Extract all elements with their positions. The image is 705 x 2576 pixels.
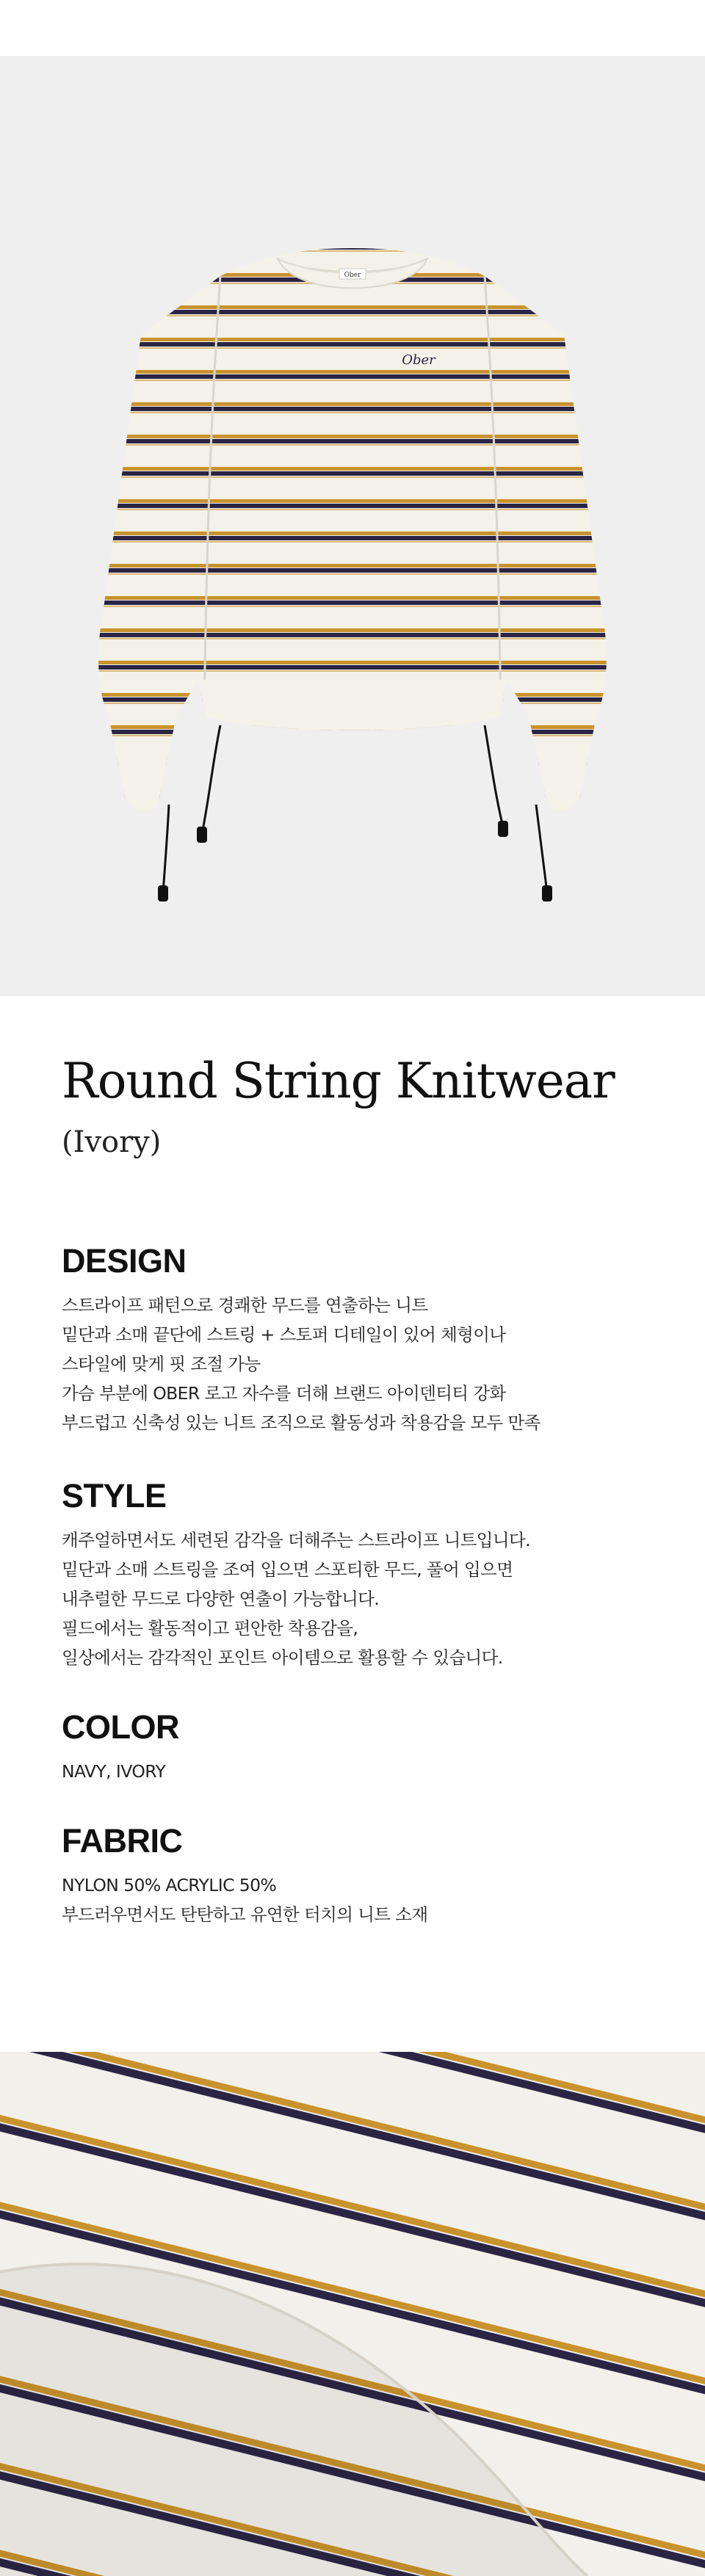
style-line: 캐주얼하면서도 세련된 감각을 더해주는 스트라이프 니트입니다. bbox=[62, 1530, 530, 1550]
neck-label-text: Ober bbox=[344, 272, 361, 279]
style-line: 일상에서는 감각적인 포인트 아이템으로 활용할 수 있습니다. bbox=[62, 1647, 503, 1668]
fabric-heading: FABRIC bbox=[62, 1822, 183, 1860]
product-title-block bbox=[62, 1053, 649, 1159]
style-line: 필드에서는 활동적이고 편안한 착용감을, bbox=[62, 1618, 358, 1639]
fabric-line: 부드러우면서도 탄탄하고 유연한 터치의 니트 소재 bbox=[62, 1904, 428, 1925]
design-line: 밑단과 소매 끝단에 스트링 + 스토퍼 디테일이 있어 체형이나 bbox=[62, 1324, 506, 1345]
design-line: 스타일에 맞게 핏 조절 가능 bbox=[62, 1354, 261, 1374]
sweater-illustration bbox=[0, 56, 705, 996]
product-hero-image bbox=[0, 56, 705, 996]
style-line: 내추럴한 무드로 다양한 연출이 가능합니다. bbox=[62, 1589, 380, 1609]
design-line: 스트라이프 패턴으로 경쾌한 무드를 연출하는 니트 bbox=[62, 1295, 428, 1316]
color-section bbox=[62, 1710, 664, 1786]
style-heading: STYLE bbox=[62, 1477, 167, 1514]
style-line: 밑단과 소매 스트링을 조여 입으면 스포티한 무드, 풀어 입으면 bbox=[62, 1559, 513, 1580]
design-line: 부드럽고 신축성 있는 니트 조직으로 활동성과 착용감을 모두 만족 bbox=[62, 1412, 540, 1433]
fabric-section bbox=[62, 1824, 664, 1929]
design-heading: DESIGN bbox=[62, 1242, 187, 1280]
product-color-subtitle: (Ivory) bbox=[62, 1125, 162, 1159]
color-heading: COLOR bbox=[62, 1708, 179, 1746]
design-section bbox=[62, 1244, 664, 1437]
top-spacer bbox=[0, 0, 705, 56]
fabric-line: NYLON 50% ACRYLIC 50% bbox=[62, 1875, 277, 1895]
design-line: 가슴 부분에 OBER 로고 자수를 더해 브랜드 아이덴티티 강화 bbox=[62, 1383, 506, 1404]
chest-logo-text: Ober bbox=[402, 352, 435, 368]
product-title: Round String Knitwear bbox=[62, 1053, 615, 1109]
color-line: NAVY, IVORY bbox=[62, 1761, 166, 1782]
fabric-detail-image bbox=[0, 2052, 705, 2576]
stripe-closeup-illustration bbox=[0, 2052, 705, 2576]
style-section bbox=[62, 1479, 664, 1672]
